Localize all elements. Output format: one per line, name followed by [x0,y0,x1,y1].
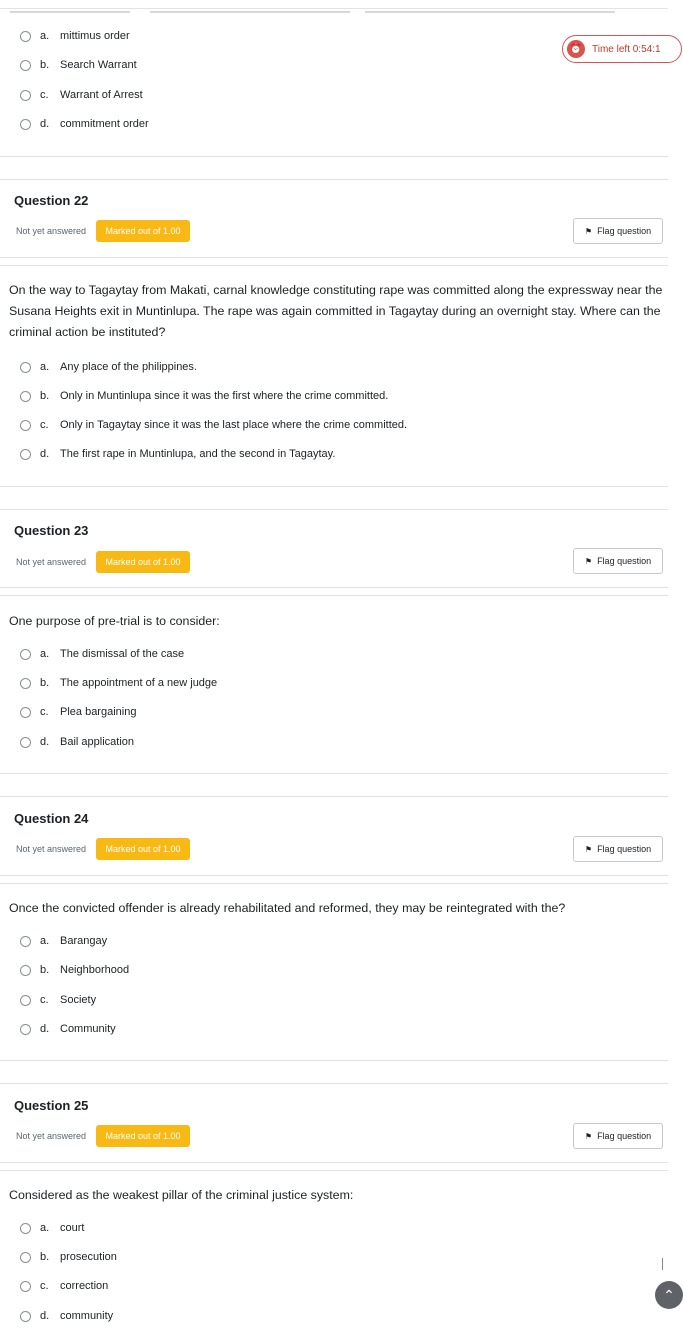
answer-option[interactable]: d. commitment order [20,115,149,133]
answer-option[interactable]: b. Neighborhood [20,961,129,979]
option-label: Warrant of Arrest [60,89,143,101]
flag-question-button[interactable]: ⚑ Flag question [573,548,663,574]
radio-button[interactable] [20,649,31,660]
flag-icon: ⚑ [584,844,593,854]
answer-option[interactable]: c. Plea bargaining [20,703,136,721]
divider [0,1162,668,1163]
radio-button[interactable] [20,449,31,460]
divider [0,265,668,266]
option-label: Plea bargaining [60,706,137,718]
option-label: commitment order [60,118,149,130]
question-status: Not yet answered [16,1131,87,1141]
divider [0,8,668,9]
scroll-to-top-button[interactable] [655,1281,683,1309]
answer-option[interactable]: b. Search Warrant [20,56,137,74]
timer[interactable] [562,35,682,63]
flag-icon: ⚑ [584,226,593,236]
answer-option[interactable]: d. Bail application [20,733,134,751]
option-label: Only in Tagaytay since it was the last place where the crime committed. [60,419,408,431]
radio-button[interactable] [20,1252,31,1263]
divider [0,509,668,510]
option-label: Only in Muntinlupa since it was the first where the crime committed. [60,390,389,402]
option-label: Community [60,1023,116,1035]
question-title: Question 24 [14,811,89,826]
option-label: The first rape in Muntinlupa, and the second in Tagaytay. [60,448,336,460]
radio-button[interactable] [20,707,31,718]
answer-option[interactable]: a. Any place of the philippines. [20,358,197,376]
radio-button[interactable] [20,678,31,689]
answer-option[interactable]: c. Society [20,991,96,1009]
flag-question-button[interactable]: ⚑ Flag question [573,1123,663,1149]
option-label: mittimus order [60,30,130,42]
answer-option[interactable]: d. Community [20,1020,116,1038]
divider [0,1170,668,1171]
flag-question-button[interactable]: ⚑ Flag question [573,218,663,244]
divider [0,486,668,487]
question-text: Considered as the weakest pillar of the criminal justice system: [9,1188,354,1202]
grade-badge: Marked out of 1.00 [96,220,190,242]
answer-option[interactable]: c. Warrant of Arrest [20,86,143,104]
option-label: court [60,1222,85,1234]
question-title: Question 22 [14,193,89,208]
divider [0,1083,668,1084]
radio-button[interactable] [20,1024,31,1035]
option-label: correction [60,1280,109,1292]
radio-button[interactable] [20,31,31,42]
arrow-up-icon: ⌃ [663,1286,675,1303]
radio-button[interactable] [20,60,31,71]
alarm-icon: ⏰ [567,40,585,58]
divider [0,595,668,596]
answer-option[interactable]: a. Barangay [20,932,107,950]
divider [0,883,668,884]
question-text: Once the convicted offender is already rehabilitated and reformed, they may be reintegrated with the? [9,901,566,915]
previous-question-fragment [0,0,668,8]
radio-button[interactable] [20,1281,31,1292]
flag-question-button[interactable]: ⚑ Flag question [573,836,663,862]
radio-button[interactable] [20,119,31,130]
answer-option[interactable]: b. The appointment of a new judge [20,674,217,692]
answer-option[interactable]: a. mittimus order [20,27,130,45]
answer-option[interactable]: d. The first rape in Muntinlupa, and the second in Tagaytay. [20,445,335,463]
timer-label: Time left 0:54:1 [592,43,661,55]
answer-option[interactable]: c. Only in Tagaytay since it was the last place where the crime committed. [20,416,407,434]
question-status: Not yet answered [16,557,87,567]
flag-icon: ⚑ [584,1131,593,1141]
divider [0,179,668,180]
option-label: The appointment of a new judge [60,677,218,689]
question-title: Question 25 [14,1098,89,1113]
radio-button[interactable] [20,90,31,101]
answer-option[interactable]: d. community [20,1307,113,1325]
divider [0,875,668,876]
option-label: Neighborhood [60,964,130,976]
answer-option[interactable]: a. The dismissal of the case [20,645,184,663]
option-label: Search Warrant [60,59,137,71]
radio-button[interactable] [20,1223,31,1234]
divider [0,587,668,588]
option-label: community [60,1310,114,1322]
question-status: Not yet answered [16,844,87,854]
divider [0,1060,668,1061]
text-cursor [662,1258,663,1270]
radio-button[interactable] [20,936,31,947]
answer-option[interactable]: c. correction [20,1277,108,1295]
flag-icon: ⚑ [584,556,593,566]
answer-option[interactable]: b. Only in Muntinlupa since it was the first where the crime committed. [20,387,388,405]
divider [0,156,668,157]
answer-option[interactable]: b. prosecution [20,1248,117,1266]
radio-button[interactable] [20,362,31,373]
divider [0,796,668,797]
question-title: Question 23 [14,523,89,538]
radio-button[interactable] [20,737,31,748]
grade-badge: Marked out of 1.00 [96,551,190,573]
option-label: Bail application [60,736,134,748]
question-text: On the way to Tagaytay from Makati, carnal knowledge constituting rape was committed along the expressway near the Susana Heights exit in Muntinlupa. The rape was again committed in Tagaytay during an overnight stay. Where can the criminal action be instituted? [9,283,663,339]
option-label: The dismissal of the case [60,648,185,660]
option-label: Barangay [60,935,108,947]
question-text: One purpose of pre-trial is to consider: [9,614,220,628]
radio-button[interactable] [20,995,31,1006]
option-label: prosecution [60,1251,117,1263]
radio-button[interactable] [20,420,31,431]
option-label: Any place of the philippines. [60,361,197,373]
grade-badge: Marked out of 1.00 [96,838,190,860]
option-label: Society [60,994,97,1006]
question-status: Not yet answered [16,226,87,236]
radio-button[interactable] [20,965,31,976]
answer-option[interactable]: a. court [20,1219,84,1237]
radio-button[interactable] [20,391,31,402]
divider [0,257,668,258]
grade-badge: Marked out of 1.00 [96,1125,190,1147]
divider [0,773,668,774]
radio-button[interactable] [20,1311,31,1322]
